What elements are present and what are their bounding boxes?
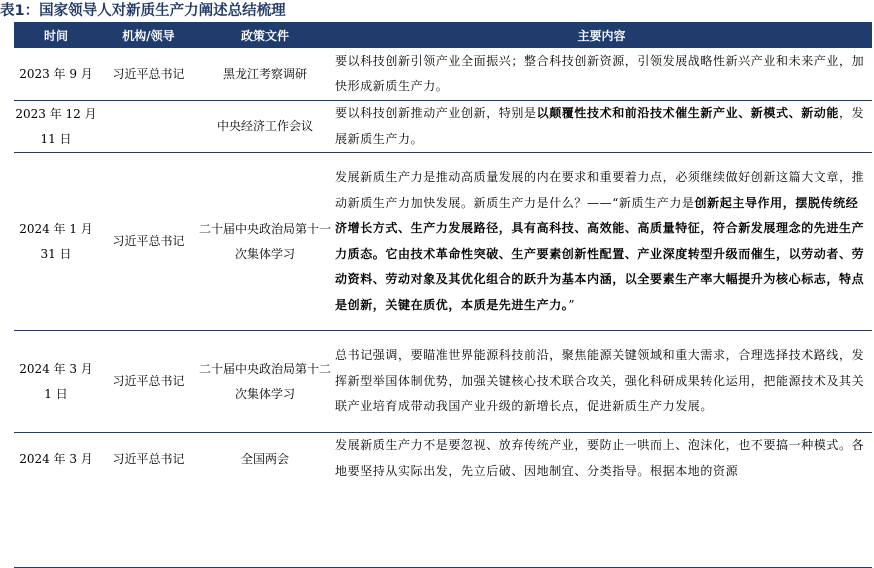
cell-doc: 黑龙江考察调研 xyxy=(199,48,331,101)
cell-doc: 中央经济工作会议 xyxy=(199,101,331,153)
content-text: 发展新质生产力不是要忽视、放弃传统产业，要防止一哄而上、泡沫化，也不要搞一种模式。各地要坚持从实际出发，先立后破、因地制宜、分类指导。根据本地的资源 xyxy=(335,438,865,478)
cell-time: 2024 年 1 月 31 日 xyxy=(14,153,98,331)
cell-time: 2023 年 9 月 xyxy=(14,48,98,101)
cell-doc: 二十届中央政治局第十一次集体学习 xyxy=(199,153,331,331)
cell-org xyxy=(98,101,199,153)
cell-org: 习近平总书记 xyxy=(98,433,199,568)
header-doc: 政策文件 xyxy=(199,22,331,48)
table-row xyxy=(14,101,872,153)
cell-time: 2023 年 12 月 11 日 xyxy=(14,101,98,153)
content-text: ” xyxy=(568,297,576,312)
header-time: 时间 xyxy=(14,22,98,48)
content-text: 总书记强调，要瞄准世界能源科技前沿，聚焦能源关键领域和重大需求，合理选择技术路线，发挥新型举国体制优势，加强关键核心技术联合攻关，强化科研成果转化运用，把能源技术及其关联产业培育成带动我国产业升级的新增长点，促进新质生产力发展。 xyxy=(335,348,865,414)
cell-content xyxy=(331,48,872,101)
table-row xyxy=(14,433,872,568)
cell-org: 习近平总书记 xyxy=(98,331,199,433)
header-org: 机构/领导 xyxy=(98,22,199,48)
table-header-row xyxy=(14,22,872,48)
cell-time: 2024 年 3 月 xyxy=(14,433,98,568)
cell-doc: 二十届中央政治局第十二次集体学习 xyxy=(199,331,331,433)
cell-time: 2024 年 3 月 1 日 xyxy=(14,331,98,433)
table-row xyxy=(14,331,872,433)
table-caption: 表1：国家领导人对新质生产力阐述总结梳理 xyxy=(0,3,286,19)
table-row xyxy=(14,48,872,101)
cell-org: 习近平总书记 xyxy=(98,153,199,331)
content-text: 要以科技创新引领产业全面振兴；整合科技创新资源，引领发展战略性新兴产业和未来产业，加快形成新质生产力。 xyxy=(335,53,865,93)
content-bold-text: 创新起主导作用，摆脱传统经济增长方式、生产力发展路径，具有高科技、高效能、高质量特征，符合新发展理念的先进生产力质态。它由技术革命性突破、生产要素创新性配置、产业深度转型升级而催生，以劳动者、劳动资料、劳动对象及其优化组合的跃升为基本内涵，以全要素生产率大幅提升为核心标志，特点是创新，关键在质优，本质是先进生产力。 xyxy=(335,195,865,312)
cell-content xyxy=(331,101,872,153)
cell-doc: 全国两会 xyxy=(199,433,331,568)
cell-org: 习近平总书记 xyxy=(98,48,199,101)
header-content: 主要内容 xyxy=(331,22,872,48)
content-text: ，发展新质生产力。 xyxy=(335,106,865,146)
cell-content xyxy=(331,153,872,331)
content-text: 要以科技创新推动产业创新，特别是 xyxy=(335,106,537,120)
leader-statements-table xyxy=(14,22,872,568)
content-text: 发展新质生产力是推动高质量发展的内在要求和重要着力点，必须继续做好创新这篇大文章，推动新质生产力加快发展。新质生产力是什么？——“新质生产力是 xyxy=(335,170,865,210)
table-row xyxy=(14,153,872,331)
content-bold-text: 以颠覆性技术和前沿技术催生新产业、新模式、新动能 xyxy=(536,106,840,120)
cell-content xyxy=(331,331,872,433)
cell-content xyxy=(331,433,872,568)
